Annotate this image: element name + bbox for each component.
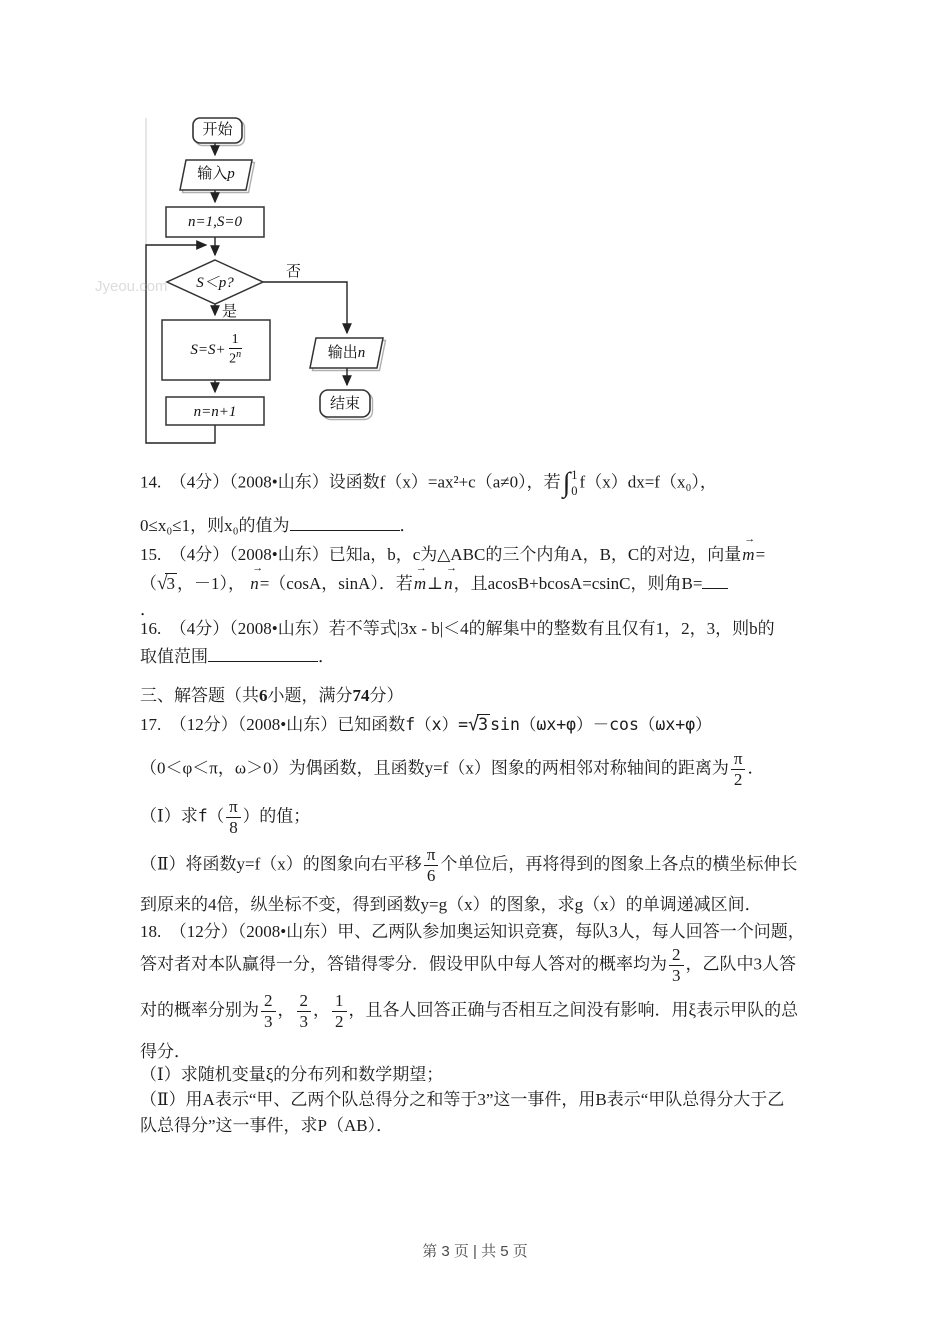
problem-18-line-4: 得分． <box>140 1042 191 1061</box>
problem-16-line-2: 取值范围 ． <box>140 643 830 669</box>
problem-18-line-5: （Ⅰ）求随机变量ξ的分布列和数学期望； <box>140 1065 444 1084</box>
fraction-2-3: $\frac{2}{3}$ <box>669 946 684 985</box>
problem-15-line-3: ． <box>140 600 157 619</box>
answer-blank <box>290 512 400 531</box>
vector-n: → n <box>250 562 264 593</box>
arrow-cond-no <box>263 282 347 333</box>
page-footer: 第 3 页 | 共 5 页 <box>422 1243 528 1260</box>
problem-17-line-1: 17. （12分）（2008•山东）已知函数f（x）=√3 sin（ωx+φ）－cos（ωx+φ） <box>140 714 712 735</box>
problem-14-line-2: 0≤x₀≤1，则x₀的值为 ． <box>140 512 830 538</box>
fraction-2-3: $\frac{2}{3}$ <box>297 992 312 1031</box>
problem-16-line-1: 16. （4分）（2008•山东）若不等式|3x - b|＜4的解集中的整数有且仅有1，2，3，则b的 <box>140 619 775 638</box>
vector-m: → m <box>413 562 427 593</box>
sqrt-3: √3 <box>157 573 175 594</box>
watermark: Jyeou.com <box>95 278 168 295</box>
problem-17-line-3: （Ⅰ）求f（ $\frac{\pi}{8}$ ）的值； <box>140 797 311 837</box>
vector-m: → m <box>742 533 756 564</box>
problem-18-line-1: 18. （12分）（2008•山东）甲、乙两队参加奥运知识竞赛，每队3人，每人回答一个问题， <box>140 922 805 941</box>
vector-n: → n <box>444 562 458 593</box>
integral-symbol: ∫ 1 0 <box>562 467 578 499</box>
increment-label: n=n+1 <box>193 404 237 420</box>
fraction-2-3: $\frac{2}{3}$ <box>261 992 276 1031</box>
fraction-pi-2: $\frac{\pi}{2}$ <box>731 750 746 789</box>
no-branch-label: 否 <box>286 264 302 280</box>
flowchart <box>95 100 440 452</box>
condition-label: S＜p? <box>196 275 234 291</box>
accumulate-label: S=S+ $\frac{1}{2^n}$ <box>190 332 242 367</box>
start-node-label: 开始 <box>202 122 233 138</box>
problem-18-line-3: 对的概率分别为 $\frac{2}{3}$ ， $\frac{2}{3}$ ， $\frac{1}{2}$ ，且各人回答正确与否相互之间没有影响．用ξ表示甲队的总 <box>140 991 799 1031</box>
problem-14-line-1: 14. （4分）（2008•山东）设函数f（x）=ax²+c（a≠0），若∫ 1 0 f（x）dx=f（x₀）， <box>140 467 717 499</box>
problem-17-line-4: （Ⅱ）将函数y=f（x）的图象向右平移 $\frac{\pi}{6}$ 个单位后，再将得到的图象上各点的横坐标伸长 <box>140 845 798 885</box>
section-3-header: 三、解答题（共6小题，满分74分） <box>140 686 404 705</box>
sqrt-3: √3 <box>468 714 489 735</box>
problem-17-line-2: （0＜φ＜π，ω＞0）为偶函数，且函数y=f（x）图象的两相邻对称轴间的距离为 $\frac{\pi}{2}$ ． <box>140 749 765 789</box>
answer-blank <box>702 570 728 589</box>
end-node-label: 结束 <box>329 396 360 412</box>
output-node-label: 输出n <box>327 345 366 361</box>
yes-branch-label: 是 <box>222 304 238 320</box>
fraction-pi-8: $\frac{\pi}{8}$ <box>226 798 241 837</box>
fraction-pi-6: $\frac{\pi}{6}$ <box>424 846 439 885</box>
fraction-1-2: $\frac{1}{2}$ <box>332 992 347 1031</box>
problem-15-line-1: 15. （4分）（2008•山东）已知a，b，c为△ABC的三个内角A，B，C的对边，向量 → m= <box>140 543 830 568</box>
problem-18-line-2: 答对者对本队赢得一分，答错得零分．假设甲队中每人答对的概率均为 $\frac{2}{3}$ ，乙队中3人答 <box>140 945 796 985</box>
problem-17-line-5: 到原来的4倍，纵坐标不变，得到函数y=g（x）的图象，求g（x）的单调递减区间． <box>140 895 762 914</box>
problem-18-line-6: （Ⅱ）用A表示“甲、乙两个队总得分之和等于3”这一事件，用B表示“甲队总得分大于乙 <box>140 1090 785 1109</box>
problem-18-line-7: 队总得分”这一事件，求P（AB）． <box>140 1116 394 1135</box>
answer-blank <box>208 643 318 662</box>
init-node-label: n=1,S=0 <box>188 214 242 230</box>
problem-15-line-2: （√3 ，－1）， → n=（cosA，sinA）．若 → m⊥ → n，且acosB+bcosA=csinC，则角B= <box>140 570 830 598</box>
input-node-label: 输入p <box>197 166 235 182</box>
